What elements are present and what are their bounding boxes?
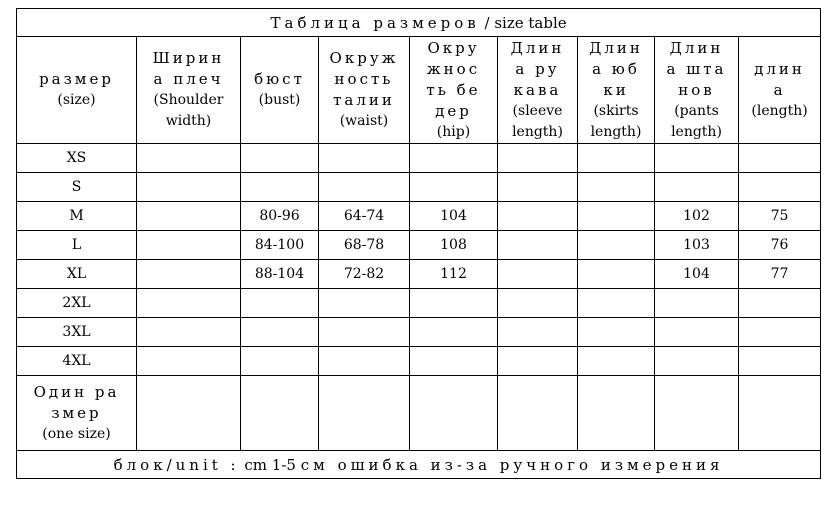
table-row <box>17 173 821 202</box>
table-cell <box>498 347 578 376</box>
header-sleeve-ru-line: кава <box>513 80 562 99</box>
footer-unit: блок/unit : <box>113 455 240 474</box>
table-cell <box>498 318 578 347</box>
table-cell <box>319 173 410 202</box>
table-cell: 76 <box>739 231 821 260</box>
table-cell: 64-74 <box>319 202 410 231</box>
table-cell <box>410 347 498 376</box>
table-row <box>17 260 821 289</box>
size-label: 4XL <box>17 347 137 376</box>
table-title-ru: Таблица размеров <box>270 13 480 32</box>
one-size-ru-line: змер <box>51 403 102 422</box>
table-cell: 77 <box>739 260 821 289</box>
table-cell <box>137 260 241 289</box>
table-cell <box>498 173 578 202</box>
header-pants-ru-line: нов <box>678 80 715 99</box>
header-skirts-ru-line: а юб <box>592 59 640 78</box>
header-size-en-line: (size) <box>57 92 96 108</box>
table-cell <box>578 173 655 202</box>
header-size-ru-line: размер <box>39 70 114 88</box>
size-table-sheet <box>16 8 820 497</box>
table-cell <box>739 173 821 202</box>
table-cell <box>655 376 739 451</box>
table-cell <box>319 318 410 347</box>
header-shoulder-en-line: width) <box>165 113 212 129</box>
header-sleeve-en-line: (sleeve <box>512 102 563 119</box>
size-label: M <box>17 202 137 231</box>
table-cell <box>241 144 319 173</box>
header-sleeve-ru-line: Длин <box>510 38 565 57</box>
table-cell <box>655 347 739 376</box>
table-cell <box>137 173 241 202</box>
table-cell <box>319 144 410 173</box>
table-cell <box>498 376 578 451</box>
table-cell <box>241 289 319 318</box>
header-waist-ru-line: ность <box>334 70 394 88</box>
table-cell: 84-100 <box>241 231 319 260</box>
table-cell <box>739 289 821 318</box>
table-cell <box>319 347 410 376</box>
header-bust-en-line: (bust) <box>258 92 301 108</box>
table-cell <box>498 231 578 260</box>
table-cell <box>410 144 498 173</box>
header-length-ru-line: а <box>773 80 786 99</box>
table-cell <box>137 318 241 347</box>
header-shoulder <box>137 37 241 144</box>
table-cell: 108 <box>410 231 498 260</box>
header-waist-en-line: (waist) <box>339 113 389 129</box>
one-size-en: (one size) <box>42 425 111 442</box>
header-hip-ru-line: ть бе <box>426 80 481 99</box>
table-cell <box>137 231 241 260</box>
table-cell <box>655 144 739 173</box>
table-cell <box>319 376 410 451</box>
one-size-ru-line: Один ра <box>33 382 120 401</box>
table-title <box>17 9 821 37</box>
table-cell <box>655 318 739 347</box>
table-cell <box>578 376 655 451</box>
header-skirts-ru-line: ки <box>603 80 629 99</box>
footer-row <box>17 451 821 479</box>
table-cell: 103 <box>655 231 739 260</box>
footer-error-note: см ошибка из-за ручного измерения <box>300 455 724 474</box>
header-pants-en-line: (pants <box>674 102 719 119</box>
table-cell <box>319 289 410 318</box>
header-hip-ru-line: Окру <box>427 38 480 57</box>
table-cell <box>655 173 739 202</box>
header-size <box>17 37 137 144</box>
header-hip-ru-line: жнос <box>426 59 481 78</box>
table-row <box>17 347 821 376</box>
table-cell <box>410 173 498 202</box>
table-cell <box>578 347 655 376</box>
table-cell <box>410 376 498 451</box>
header-sleeve-ru-line: а ру <box>515 59 560 78</box>
header-hip-ru-line: дер <box>435 101 472 120</box>
header-skirts-ru-line: Длин <box>589 38 643 57</box>
header-pants <box>655 37 739 144</box>
header-skirts-en-line: length) <box>590 123 642 140</box>
size-label: 2XL <box>17 289 137 318</box>
table-cell <box>241 347 319 376</box>
table-row <box>17 318 821 347</box>
table-cell <box>578 289 655 318</box>
header-pants-en-line: length) <box>671 123 722 140</box>
table-cell <box>578 231 655 260</box>
size-label: L <box>17 231 137 260</box>
header-length <box>739 37 821 144</box>
header-bust <box>241 37 319 144</box>
table-cell <box>739 318 821 347</box>
title-row <box>17 9 821 37</box>
table-cell <box>498 260 578 289</box>
table-cell <box>739 347 821 376</box>
header-hip <box>410 37 498 144</box>
table-cell <box>137 376 241 451</box>
table-cell: 104 <box>410 202 498 231</box>
table-cell: 80-96 <box>241 202 319 231</box>
table-cell: 68-78 <box>319 231 410 260</box>
table-cell <box>498 289 578 318</box>
header-shoulder-ru-line: а плеч <box>153 70 224 88</box>
header-waist-ru-line: Окруж <box>329 49 399 67</box>
footer-note <box>17 451 821 479</box>
header-waist-ru-line: талии <box>333 91 395 109</box>
size-table <box>16 8 821 479</box>
table-cell: 75 <box>739 202 821 231</box>
table-cell: 112 <box>410 260 498 289</box>
table-cell <box>498 202 578 231</box>
header-skirts-en-line: (skirts <box>593 102 639 119</box>
header-skirts <box>578 37 655 144</box>
header-sleeve <box>498 37 578 144</box>
table-cell <box>137 347 241 376</box>
header-shoulder-en-line: (Shoulder <box>153 92 224 108</box>
header-length-ru-line: длин <box>754 59 805 78</box>
table-cell <box>655 289 739 318</box>
table-cell: 104 <box>655 260 739 289</box>
header-hip-en-line: (hip) <box>436 123 471 140</box>
size-label: XS <box>17 144 137 173</box>
header-row <box>17 37 821 144</box>
table-cell <box>410 289 498 318</box>
table-row <box>17 202 821 231</box>
table-cell <box>137 202 241 231</box>
footer-range: cm 1-5 <box>244 455 296 474</box>
table-cell: 72-82 <box>319 260 410 289</box>
table-cell <box>137 144 241 173</box>
header-pants-ru-line: а шта <box>666 59 727 78</box>
table-cell <box>739 144 821 173</box>
table-cell <box>578 260 655 289</box>
table-cell <box>578 318 655 347</box>
table-cell <box>578 202 655 231</box>
size-label: S <box>17 173 137 202</box>
table-cell <box>241 173 319 202</box>
table-cell <box>578 144 655 173</box>
table-cell <box>241 376 319 451</box>
table-cell <box>137 289 241 318</box>
size-label: XL <box>17 260 137 289</box>
header-shoulder-ru-line: Ширин <box>152 49 225 67</box>
header-bust-ru-line: бюст <box>254 70 305 88</box>
table-row <box>17 144 821 173</box>
header-waist <box>319 37 410 144</box>
table-cell <box>739 376 821 451</box>
header-sleeve-en-line: length) <box>512 123 563 140</box>
one-size-label <box>17 376 137 451</box>
one-size-row <box>17 376 821 451</box>
table-cell: 102 <box>655 202 739 231</box>
table-cell <box>498 144 578 173</box>
table-row <box>17 289 821 318</box>
table-cell <box>241 318 319 347</box>
table-cell <box>410 318 498 347</box>
header-length-en-line: (length) <box>751 102 808 119</box>
table-row <box>17 231 821 260</box>
table-title-en: / size table <box>484 13 567 32</box>
table-cell: 88-104 <box>241 260 319 289</box>
header-pants-ru-line: Длин <box>669 38 724 57</box>
size-label: 3XL <box>17 318 137 347</box>
